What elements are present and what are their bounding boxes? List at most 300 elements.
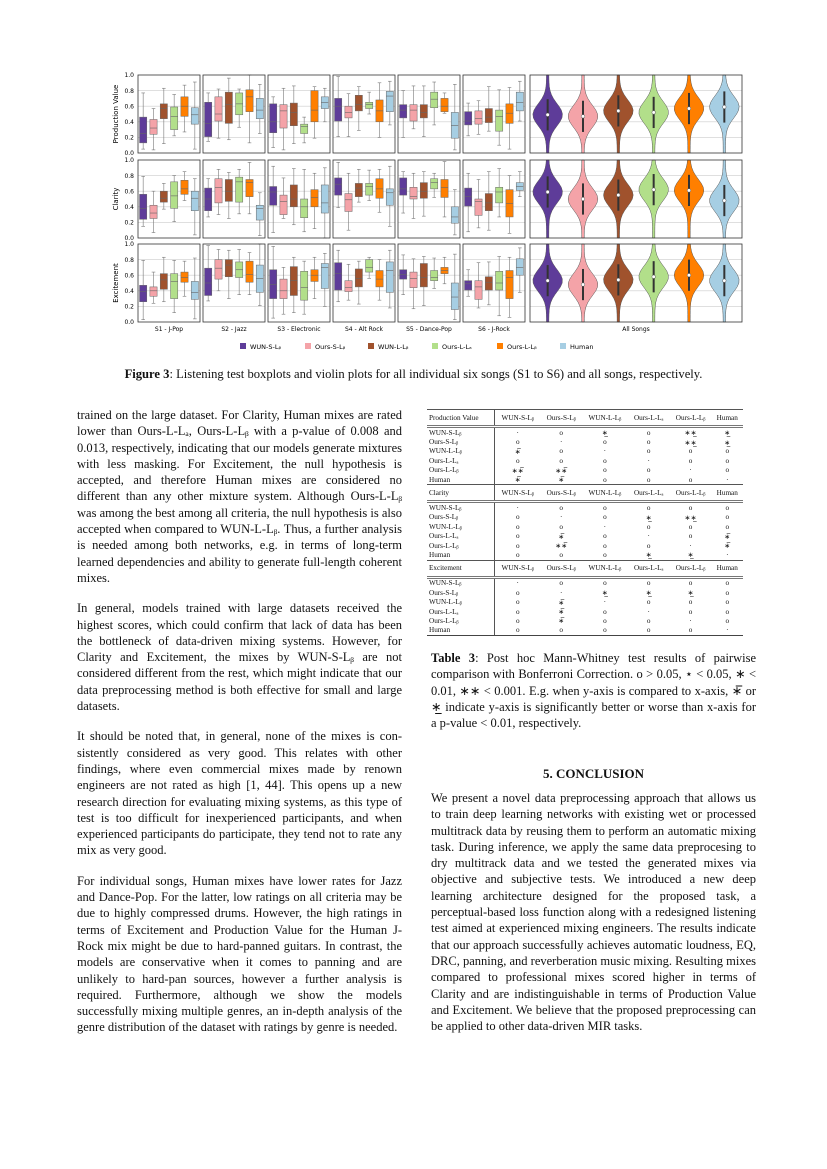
panel-frame — [138, 244, 200, 322]
box — [420, 105, 427, 118]
box — [205, 102, 212, 136]
table-cell: · — [560, 588, 563, 597]
row-header: Human — [427, 550, 494, 560]
box — [290, 103, 297, 126]
y-axis-label: Clarity — [112, 187, 120, 211]
legend-swatch — [368, 343, 374, 349]
box — [181, 180, 188, 194]
box — [171, 274, 178, 299]
y-tick-label: 0.6 — [124, 103, 134, 111]
figure-caption-text: : Listening test boxplots and violin plots for all individual six songs (S1 to S6) and all songs, respectively. — [169, 367, 703, 381]
table-row — [427, 466, 743, 475]
y-tick-label: 0.6 — [124, 272, 134, 280]
table-cell: o — [603, 504, 607, 513]
box — [485, 194, 492, 211]
table-cell: ∗∗̅ — [511, 466, 524, 475]
paragraph: In general, models trained with large datasets received the highest scores, which could confirm that lack of data has been the bottleneck of data-driven mixing systems. However, for Clarity and Excitement, the mixes by WUN-S-Lᵦ are not considered different from the rest, which might indicate that our data preprocessing method is both effective for small and large datasets. — [77, 601, 402, 714]
box — [366, 183, 373, 195]
table-cell: o — [494, 626, 540, 636]
legend-label: WUN-L-Lᵦ — [378, 343, 409, 351]
row-header: Ours-S-Lᵦ — [427, 513, 494, 522]
panel-frame — [333, 160, 395, 238]
column-header: WUN-S-Lᵦ — [494, 560, 540, 577]
violin-median — [687, 189, 691, 193]
violin-median — [723, 199, 727, 203]
box — [451, 112, 458, 138]
box — [506, 271, 513, 299]
column-header: Ours-S-Lᵦ — [541, 485, 582, 502]
box — [311, 91, 318, 122]
figure-caption-label: Figure 3 — [124, 367, 170, 381]
figure-3-plot — [0, 0, 827, 360]
violin-median — [652, 188, 656, 192]
table-cell: · — [726, 550, 729, 559]
row-header: Ours-S-Lᵦ — [427, 437, 494, 446]
box — [225, 180, 232, 202]
column-header: Ours-S-Lᵦ — [541, 410, 582, 427]
box — [215, 97, 222, 121]
box — [355, 95, 362, 111]
box — [256, 265, 263, 292]
table-row — [427, 597, 743, 606]
box — [150, 205, 157, 218]
table-cell: ∗̅ — [558, 476, 565, 485]
table-cell: o — [603, 616, 607, 625]
box — [410, 187, 417, 199]
box — [441, 98, 448, 111]
table-row — [427, 447, 743, 456]
panel-frame — [203, 244, 265, 322]
violin-median — [581, 115, 585, 119]
panel-frame — [463, 160, 525, 238]
violin-median — [546, 113, 550, 117]
panel-frame — [333, 244, 395, 322]
table-cell: o — [725, 616, 730, 625]
box — [311, 270, 318, 282]
panel-frame — [333, 75, 395, 153]
box — [366, 260, 373, 272]
table-row — [427, 532, 743, 541]
box — [280, 279, 287, 299]
column-header: Ours-L-Lᵦ — [670, 410, 712, 427]
y-tick-label: 0.8 — [124, 87, 134, 95]
panel-frame — [268, 160, 330, 238]
paragraph: trained on the large dataset. For Clarity, Human mixes are rated lower than Ours-L-Lₐ, Ours-L-Lᵦ with a p-value of 0.008 and 0.013, respectively, indicating that our models generate mixtures with less masking. For Excitement, the null hypothesis is accepted, and therefore Human mixes are considered no different than any other mixture system. Although Ours-L-Lᵦ was among the best among all criteria, the null hypothesis is also accepted when compared to WUN-L-Lᵦ. Thus, a further analysis is needed among both networks, e.g. in terms of long-term learned dependencies and ability to generate full-length coherent mixes. — [77, 408, 402, 585]
table-cell: ∗̅ — [558, 598, 565, 607]
column-header: Human — [712, 485, 743, 502]
legend-label: Ours-L-Lᵦ — [507, 343, 537, 351]
table-cell: · — [726, 475, 729, 484]
table-cell: o — [603, 579, 607, 588]
table-cell: · — [647, 607, 650, 616]
box — [400, 178, 407, 195]
column-header: Ours-L-Lₐ — [628, 410, 670, 427]
box — [270, 270, 277, 299]
row-header: Ours-L-Lᵦ — [427, 466, 494, 475]
violin-median — [617, 193, 621, 197]
box — [246, 180, 253, 197]
box — [475, 281, 482, 300]
table-cell: o — [515, 588, 520, 597]
box — [150, 119, 157, 134]
box — [465, 112, 472, 125]
box — [215, 179, 222, 203]
table-row — [427, 522, 743, 531]
table-cell: ∗∗̅ — [555, 542, 568, 551]
table-cell: ∗̲ — [724, 438, 731, 447]
table-cell: o — [646, 504, 651, 513]
table-cell: o — [515, 513, 520, 522]
table-cell: o — [725, 607, 730, 616]
table-cell: o — [688, 504, 693, 513]
box — [335, 263, 342, 290]
panel-label: S5 - Dance-Pop — [406, 326, 452, 333]
table-cell: o — [603, 513, 607, 522]
table-cell: o — [582, 626, 628, 636]
y-tick-label: 0.4 — [124, 119, 134, 126]
box — [160, 104, 167, 119]
box — [225, 92, 232, 123]
box — [345, 281, 352, 292]
panel-label: S4 - Alt Rock — [345, 326, 383, 333]
table-cell: o — [515, 532, 520, 541]
table-cell: o — [646, 428, 651, 437]
row-header: WUN-L-Lᵦ — [427, 522, 494, 531]
table-cell: ∗̅ — [514, 476, 521, 485]
box — [345, 194, 352, 212]
y-tick-label: 1.0 — [124, 72, 134, 80]
table-cell: · — [647, 456, 650, 465]
box — [386, 91, 393, 111]
y-tick-label: 0.0 — [124, 150, 134, 158]
box — [140, 285, 147, 301]
table-cell: o — [515, 616, 520, 625]
table-cell: ∗∗̲ — [684, 438, 697, 447]
table-cell: · — [647, 532, 650, 541]
box — [355, 269, 362, 287]
panel-frame — [203, 160, 265, 238]
box — [420, 264, 427, 287]
box — [301, 124, 308, 133]
table-cell: ∗̲ — [645, 513, 652, 522]
table-cell: o — [725, 522, 730, 531]
table-cell: o — [603, 550, 607, 559]
row-header: Ours-L-Lₐ — [427, 532, 494, 541]
column-header: Ours-L-Lₐ — [628, 560, 670, 577]
box — [451, 283, 458, 310]
table-cell: ∗̲ — [687, 551, 694, 560]
column-header: Human — [712, 560, 743, 577]
legend-label: Ours-L-Lₐ — [442, 343, 472, 351]
box — [386, 189, 393, 205]
section-title: Clarity — [427, 485, 494, 502]
table-caption-text: : Post hoc Mann-Whitney test results of pairwise comparison with Bonferroni Correction. o > 0.05, ⋆ < 0.05, ∗ < 0.01, ∗∗ < 0.001. E.g. when y-axis is compared to x-axis, ∗̅ or ∗̲ indicate y-axis is significantly better or worse than x-axis for a p-value < 0.01, respectively. — [431, 651, 756, 731]
panel-label: S6 - J-Rock — [478, 326, 510, 333]
table-cell: o — [603, 541, 607, 550]
panel-frame — [203, 75, 265, 153]
table-cell: o — [603, 438, 607, 447]
table-cell: o — [515, 541, 520, 550]
table-cell: · — [603, 447, 607, 456]
panel-frame — [398, 75, 460, 153]
table-cell: o — [603, 532, 607, 541]
panel-frame — [268, 244, 330, 322]
y-tick-label: 0.4 — [124, 204, 134, 211]
box — [205, 188, 212, 211]
table-cell: o — [688, 532, 693, 541]
column-header: WUN-S-Lᵦ — [494, 485, 540, 502]
table-row — [427, 427, 743, 438]
box — [335, 98, 342, 121]
table-cell: ∗̅ — [558, 608, 565, 617]
y-tick-label: 0.2 — [124, 134, 134, 142]
violin-median — [652, 111, 656, 115]
row-header: WUN-L-Lᵦ — [427, 447, 494, 456]
table-cell: ∗̲ — [645, 551, 652, 560]
violin-median — [617, 109, 621, 113]
table-cell: ∗∗̲ — [684, 429, 697, 438]
legend-swatch — [560, 343, 566, 349]
row-header: Ours-S-Lᵦ — [427, 588, 494, 597]
table-cell: o — [670, 626, 712, 636]
y-axis-label: Excitement — [112, 263, 120, 303]
table-caption-label: Table 3 — [431, 651, 476, 665]
box — [516, 259, 523, 275]
box — [191, 281, 198, 299]
violin-median — [723, 105, 727, 109]
box — [160, 191, 167, 202]
table-row — [427, 588, 743, 597]
violin-median — [581, 197, 585, 201]
box — [335, 178, 342, 195]
column-header: Ours-S-Lᵦ — [541, 560, 582, 577]
table-cell: · — [712, 626, 743, 636]
panel-frame — [463, 75, 525, 153]
box — [236, 177, 243, 202]
table-cell: · — [516, 504, 519, 513]
paragraph: It should be noted that, in general, none of the mixes is consistently considered as very good. This relates with other findings, where even commercial mixes made by renown engineers are not rated as high [1, 44]. This opens up a new research direction for evaluating mixing systems, as this type of test is too difficult for inexperienced participants, and when experienced participants do participate, they tend not to rate any mix as very good. — [77, 729, 402, 858]
section-title: Production Value — [427, 410, 494, 427]
table-cell: o — [725, 466, 730, 475]
box — [431, 271, 438, 281]
box — [465, 188, 472, 206]
box — [506, 190, 513, 217]
table-cell: o — [515, 456, 520, 465]
violin-median — [617, 278, 621, 282]
box — [140, 194, 147, 219]
y-tick-label: 0.0 — [124, 235, 134, 243]
table-cell: o — [559, 456, 563, 465]
table-cell: o — [515, 550, 520, 559]
box — [225, 260, 232, 277]
table-cell: o — [559, 579, 563, 588]
box — [301, 271, 308, 300]
table-cell: o — [688, 522, 693, 531]
table-cell: · — [689, 616, 692, 625]
table-3 — [427, 409, 743, 636]
table-cell: o — [646, 541, 651, 550]
table-row — [427, 616, 743, 625]
box — [181, 97, 188, 117]
table-cell: o — [688, 456, 693, 465]
table-cell: ∗̅ — [724, 542, 731, 551]
box — [516, 92, 523, 111]
box — [321, 97, 328, 109]
box — [256, 205, 263, 220]
table-cell: o — [725, 579, 730, 588]
table-cell: · — [516, 579, 519, 588]
table-cell: · — [560, 438, 563, 447]
table-cell: o — [725, 504, 730, 513]
violin-median — [581, 283, 585, 287]
box — [485, 277, 492, 290]
table-cell: o — [688, 579, 693, 588]
box — [256, 98, 263, 118]
box — [410, 272, 417, 288]
table-cell: o — [515, 438, 520, 447]
table-cell: ∗∗̅ — [555, 466, 568, 475]
table-row — [427, 437, 743, 446]
panel-label: S3 - Electronic — [277, 326, 321, 333]
panel-label: All Songs — [622, 326, 650, 333]
panel-frame — [398, 244, 460, 322]
table-cell: · — [603, 522, 607, 531]
table-cell: o — [725, 598, 730, 607]
table-row — [427, 513, 743, 522]
box — [431, 179, 438, 189]
box — [150, 287, 157, 296]
y-tick-label: 0.6 — [124, 188, 134, 196]
table-row — [427, 456, 743, 465]
box — [280, 105, 287, 128]
box — [191, 108, 198, 124]
table-cell: o — [646, 616, 651, 625]
table-cell: o — [559, 447, 563, 456]
table-row — [427, 475, 743, 485]
panel-frame — [138, 160, 200, 238]
box — [475, 111, 482, 124]
box — [451, 207, 458, 223]
table-cell: o — [646, 466, 651, 475]
box — [246, 90, 253, 112]
violin-median — [546, 190, 550, 194]
box — [270, 104, 277, 133]
box — [280, 195, 287, 215]
row-header: Ours-L-Lᵦ — [427, 616, 494, 625]
box — [441, 180, 448, 198]
table-row — [427, 626, 743, 636]
box — [205, 268, 212, 295]
table-cell: ∗̅ — [558, 532, 565, 541]
table-cell: ∗̲ — [601, 589, 608, 598]
table-cell: o — [725, 447, 730, 456]
y-axis-label: Production Value — [112, 84, 120, 144]
row-header: WUN-S-Lᵦ — [427, 502, 494, 513]
box — [496, 187, 503, 203]
column-header: WUN-L-Lᵦ — [582, 560, 628, 577]
box — [345, 106, 352, 118]
table-cell: ∗̲ — [687, 589, 694, 598]
panel-frame — [398, 160, 460, 238]
y-tick-label: 0.2 — [124, 303, 134, 311]
box — [246, 261, 253, 282]
table-cell: o — [559, 504, 563, 513]
table-cell: · — [516, 428, 519, 437]
box — [140, 117, 147, 143]
box — [160, 274, 167, 290]
legend-swatch — [305, 343, 311, 349]
box — [400, 105, 407, 118]
box — [301, 199, 308, 218]
table-cell: o — [725, 456, 730, 465]
table-cell: o — [646, 522, 651, 531]
legend-label: Ours-S-Lᵦ — [315, 343, 346, 351]
table-cell: o — [646, 438, 651, 447]
box — [465, 281, 472, 290]
row-header: Ours-L-Lᵦ — [427, 541, 494, 550]
violin-median — [687, 273, 691, 277]
y-tick-label: 0.4 — [124, 288, 134, 295]
legend-label: Human — [570, 343, 594, 351]
table-cell: o — [688, 607, 693, 616]
table-cell: o — [725, 513, 730, 522]
column-header: Ours-L-Lₐ — [628, 485, 670, 502]
box — [506, 104, 513, 124]
row-header: WUN-S-Lᵦ — [427, 427, 494, 438]
table-cell: ∗∗̲ — [684, 513, 697, 522]
box — [410, 105, 417, 121]
column-header: WUN-S-Lᵦ — [494, 410, 540, 427]
violin-median — [546, 279, 550, 283]
section-title: Excitement — [427, 560, 494, 577]
box — [321, 185, 328, 213]
panel-frame — [138, 75, 200, 153]
table-cell: o — [646, 475, 651, 484]
row-header: WUN-S-Lᵦ — [427, 577, 494, 588]
box — [191, 191, 198, 211]
table-cell: o — [646, 447, 651, 456]
panel-frame — [268, 75, 330, 153]
row-header: Human — [427, 626, 494, 636]
section-heading-conclusion: 5. CONCLUSION — [542, 766, 645, 781]
box — [366, 102, 373, 108]
row-header: Ours-L-Lₐ — [427, 456, 494, 465]
table-cell: o — [559, 428, 563, 437]
table-cell: o — [725, 588, 730, 597]
table-cell: o — [603, 456, 607, 465]
box — [270, 187, 277, 206]
table-row — [427, 541, 743, 550]
table-row — [427, 577, 743, 588]
box — [376, 271, 383, 287]
box — [171, 182, 178, 209]
table-cell: o — [559, 522, 563, 531]
table-cell: ∗̅ — [724, 532, 731, 541]
table-row — [427, 502, 743, 513]
box — [355, 183, 362, 196]
paragraph: For individual songs, Human mixes have lower rates for Jazz and Dance-Pop. For the latter, low ratings on all criteria may be due to highly compressed drums. However, the high ratings in terms of Excitement and Production Value for the Human J-Rock mix might be due to hard-panned guitars. In contrast, the models are conservative when it comes to panning and are unlikely to hard-pan sources, however a further analysis is required. Furthermore, although we show the models successfully mixing multiple genres, an in-depth analysis of the genre distribution of the dataset with ratings by genre is needed. — [77, 873, 402, 1035]
column-header: Human — [712, 410, 743, 427]
box — [386, 262, 393, 292]
legend-swatch — [497, 343, 503, 349]
box — [290, 185, 297, 207]
y-tick-label: 1.0 — [124, 157, 134, 165]
table-cell: · — [689, 466, 692, 475]
box — [376, 179, 383, 199]
right-column — [431, 790, 756, 1048]
column-header: Ours-L-Lᵦ — [670, 485, 712, 502]
panel-label: S2 - Jazz — [221, 326, 247, 333]
